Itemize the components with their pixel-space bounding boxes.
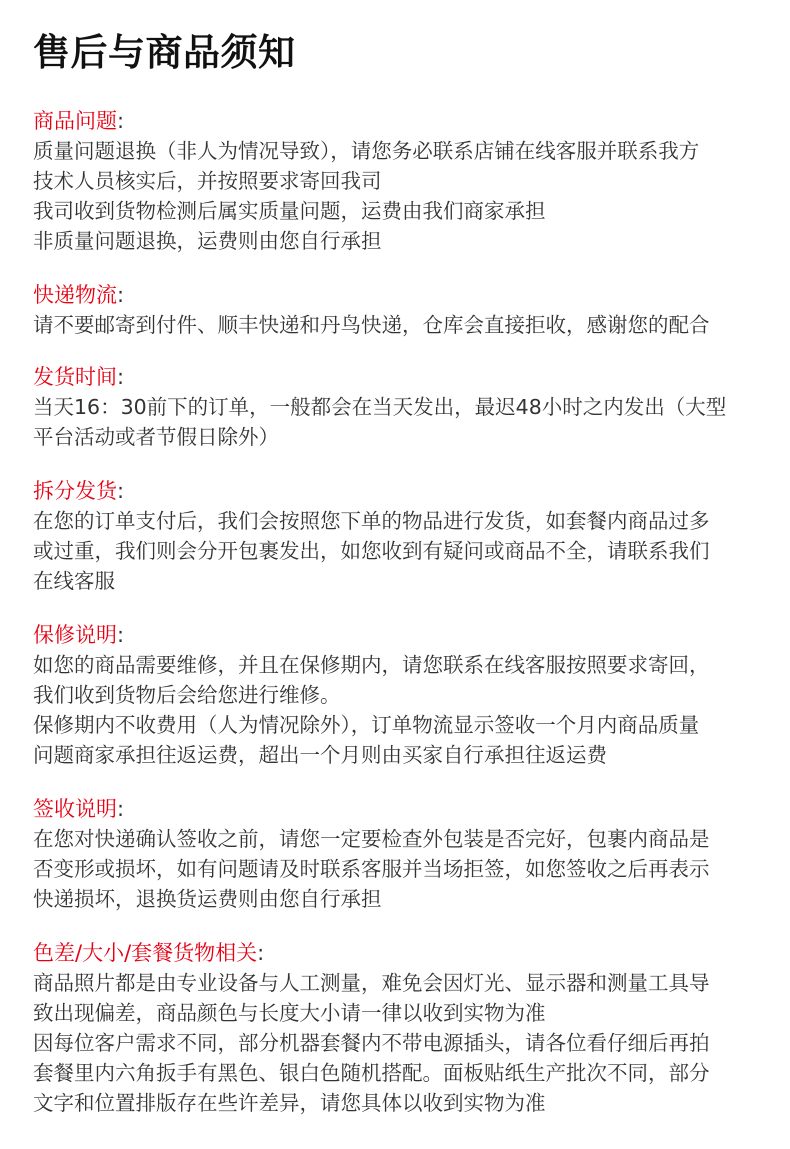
heading-colon: :: [117, 365, 125, 389]
text-line: 保修期内不收费用（人为情况除外），订单物流显示签收一个月内商品质量: [33, 713, 700, 737]
heading-colon: :: [117, 623, 125, 647]
section-heading: [33, 362, 773, 392]
text-line: 因每位客户需求不同，部分机器套餐内不带电源插头，请各位看仔细后再拍: [33, 1031, 710, 1055]
section-receipt-signing: [33, 794, 773, 914]
text-line: 套餐里内六角扳手有黑色、银白色随机搭配。面板贴纸生产批次不同，部分: [33, 1061, 710, 1085]
text-line: 商品照片都是由专业设备与人工测量，难免会因灯光、显示器和测量工具导: [33, 971, 710, 995]
text-line: 致出现偏差，商品颜色与长度大小请一律以收到实物为准: [33, 1001, 546, 1025]
heading-colon: :: [257, 941, 265, 965]
text-line: 平台活动或者节假日除外）: [33, 425, 279, 449]
heading-text: 保修说明: [33, 623, 117, 647]
text-line: 技术人员核实后，并按照要求寄回我司: [33, 169, 382, 193]
page-title: 售后与商品须知: [33, 31, 296, 74]
section-heading: [33, 280, 773, 310]
text-line: 当天16：30前下的订单，一般都会在当天发出，最迟48小时之内发出（大型: [33, 395, 727, 419]
section-heading: [33, 938, 773, 968]
text-line: 在您的订单支付后，我们会按照您下单的物品进行发货，如套餐内商品过多: [33, 509, 710, 533]
section-delivery-time: [33, 362, 773, 452]
heading-text: 商品问题: [33, 109, 117, 133]
heading-colon: :: [117, 479, 125, 503]
text-line: 请不要邮寄到付件、顺丰快递和丹鸟快递，仓库会直接拒收，感谢您的配合: [33, 313, 710, 337]
text-line: 快递损坏，退换货运费则由您自行承担: [33, 887, 382, 911]
section-split-shipment: [33, 476, 773, 596]
section-color-size-bundle: [33, 938, 773, 1118]
section-heading: [33, 794, 773, 824]
text-line: 非质量问题退换，运费则由您自行承担: [33, 229, 382, 253]
text-line: 质量问题退换（非人为情况导致），请您务必联系店铺在线客服并联系我方: [33, 139, 700, 163]
section-product-issues: [33, 106, 773, 256]
heading-colon: :: [117, 283, 125, 307]
text-line: 或过重，我们则会分开包裹发出，如您收到有疑问或商品不全，请联系我们: [33, 539, 710, 563]
heading-text: 签收说明: [33, 797, 117, 821]
text-line: 在线客服: [33, 569, 115, 593]
section-heading: [33, 106, 773, 136]
text-line: 问题商家承担往返运费，超出一个月则由买家自行承担往返运费: [33, 743, 607, 767]
text-line: 在您对快递确认签收之前，请您一定要检查外包装是否完好，包裹内商品是: [33, 827, 710, 851]
text-line: 我们收到货物后会给您进行维修。: [33, 683, 341, 707]
text-line: 否变形或损坏，如有问题请及时联系客服并当场拒签，如您签收之后再表示: [33, 857, 710, 881]
text-line: 文字和位置排版存在些许差异，请您具体以收到实物为准: [33, 1091, 546, 1115]
section-warranty: [33, 620, 773, 770]
section-heading: [33, 620, 773, 650]
heading-text: 色差/大小/套餐货物相关: [33, 941, 258, 965]
heading-colon: :: [117, 109, 125, 133]
section-shipping-logistics: [33, 280, 773, 340]
heading-text: 拆分发货: [33, 479, 117, 503]
heading-colon: :: [117, 797, 125, 821]
text-line: 如您的商品需要维修，并且在保修期内，请您联系在线客服按照要求寄回，: [33, 653, 710, 677]
text-line: 我司收到货物检测后属实质量问题，运费由我们商家承担: [33, 199, 546, 223]
heading-text: 发货时间: [33, 365, 117, 389]
heading-text: 快递物流: [33, 283, 117, 307]
section-heading: [33, 476, 773, 506]
